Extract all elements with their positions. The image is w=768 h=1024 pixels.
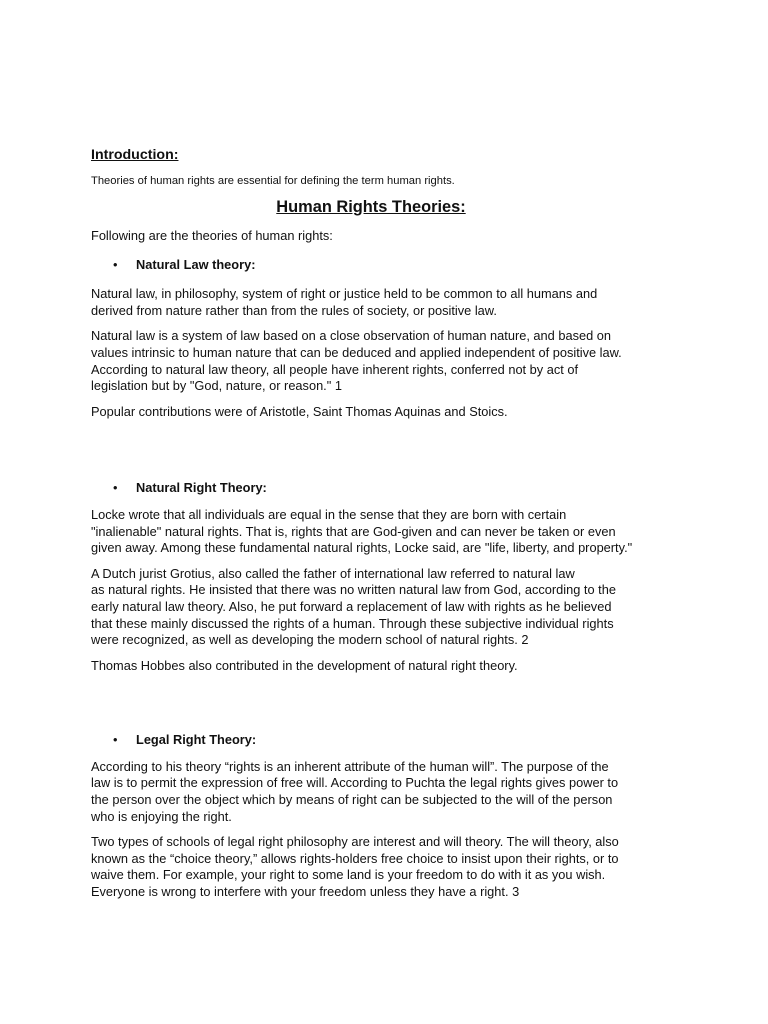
text-line: Natural law, in philosophy, system of right or justice held to be common to all humans and: [91, 286, 598, 302]
text-line: According to his theory “rights is an inherent attribute of the human will”. The purpose of the: [91, 758, 609, 774]
section-spacer: [91, 674, 691, 728]
text-line: as natural rights. He insisted that there was no written natural law from God, according to the: [91, 582, 616, 598]
text-line: that these mainly discussed the rights of a human. Through these subjective individual rights: [91, 615, 614, 631]
bullet-icon: •: [113, 256, 118, 272]
text-line: law is to permit the expression of free will. According to Puchta the legal rights gives power to: [91, 775, 619, 791]
paragraph: [91, 507, 691, 557]
intro-heading: Introduction:: [91, 147, 179, 163]
text-line: Everyone is wrong to interfere with your freedom unless they have a right. 3: [91, 884, 520, 900]
paragraph: [91, 834, 691, 900]
text-line: derived from nature rather than from the rules of society, or positive law.: [91, 302, 497, 318]
text-line: Natural law is a system of law based on a close observation of human nature, and based on: [91, 328, 611, 344]
section-spacer: [91, 420, 691, 476]
text-line: Popular contributions were of Aristotle, Saint Thomas Aquinas and Stoics.: [91, 403, 508, 419]
paragraph: [91, 658, 691, 675]
bullet-icon: •: [113, 732, 118, 748]
section-heading-label: Natural Right Theory:: [136, 480, 267, 496]
paragraph: [91, 286, 691, 319]
paragraph: [91, 404, 691, 421]
paragraph: [91, 566, 691, 649]
paragraph: [91, 759, 691, 825]
text-line: known as the “choice theory,” allows rights-holders free choice to insist upon their rights, or to: [91, 850, 619, 866]
bullet-icon: •: [113, 480, 118, 496]
paragraph: [91, 328, 691, 394]
page-title: Human Rights Theories:: [276, 198, 466, 216]
document-content: [91, 146, 691, 901]
text-line: Locke wrote that all individuals are equal in the sense that they are born with certain: [91, 506, 567, 522]
text-line: given away. Among these fundamental natural rights, Locke said, are "life, liberty, and property.": [91, 540, 633, 556]
text-line: who is enjoying the right.: [91, 808, 232, 824]
text-line: "inalienable" natural rights. That is, rights that are God-given and can never be taken or even: [91, 523, 616, 539]
lead-text: Following are the theories of human rights:: [91, 228, 333, 243]
text-line: the person over the object which by means of right can be subjected to the will of the person: [91, 792, 613, 808]
text-line: waive them. For example, your right to some land is your freedom to do with it as you wish.: [91, 867, 606, 883]
section-heading-label: Legal Right Theory:: [136, 732, 257, 748]
text-line: were recognized, as well as developing the modern school of natural rights. 2: [91, 632, 529, 648]
section-heading-natural-right: [91, 480, 691, 497]
text-line: values intrinsic to human nature that can be deduced and applied independent of positive law.: [91, 344, 622, 360]
section-heading-natural-law: [91, 257, 691, 274]
text-line: early natural law theory. Also, he put forward a replacement of law with rights as he believed: [91, 598, 612, 614]
text-line: According to natural law theory, all people have inherent rights, conferred not by act of: [91, 361, 579, 377]
section-heading-legal-right: [91, 732, 691, 749]
text-line: Thomas Hobbes also contributed in the development of natural right theory.: [91, 657, 518, 673]
intro-text: Theories of human rights are essential for defining the term human rights.: [91, 175, 455, 187]
section-heading-label: Natural Law theory:: [136, 256, 256, 272]
text-line: Two types of schools of legal right philosophy are interest and will theory. The will theory, also: [91, 834, 619, 850]
text-line: legislation but by "God, nature, or reason." 1: [91, 378, 342, 394]
text-line: A Dutch jurist Grotius, also called the father of international law referred to natural law: [91, 565, 575, 581]
